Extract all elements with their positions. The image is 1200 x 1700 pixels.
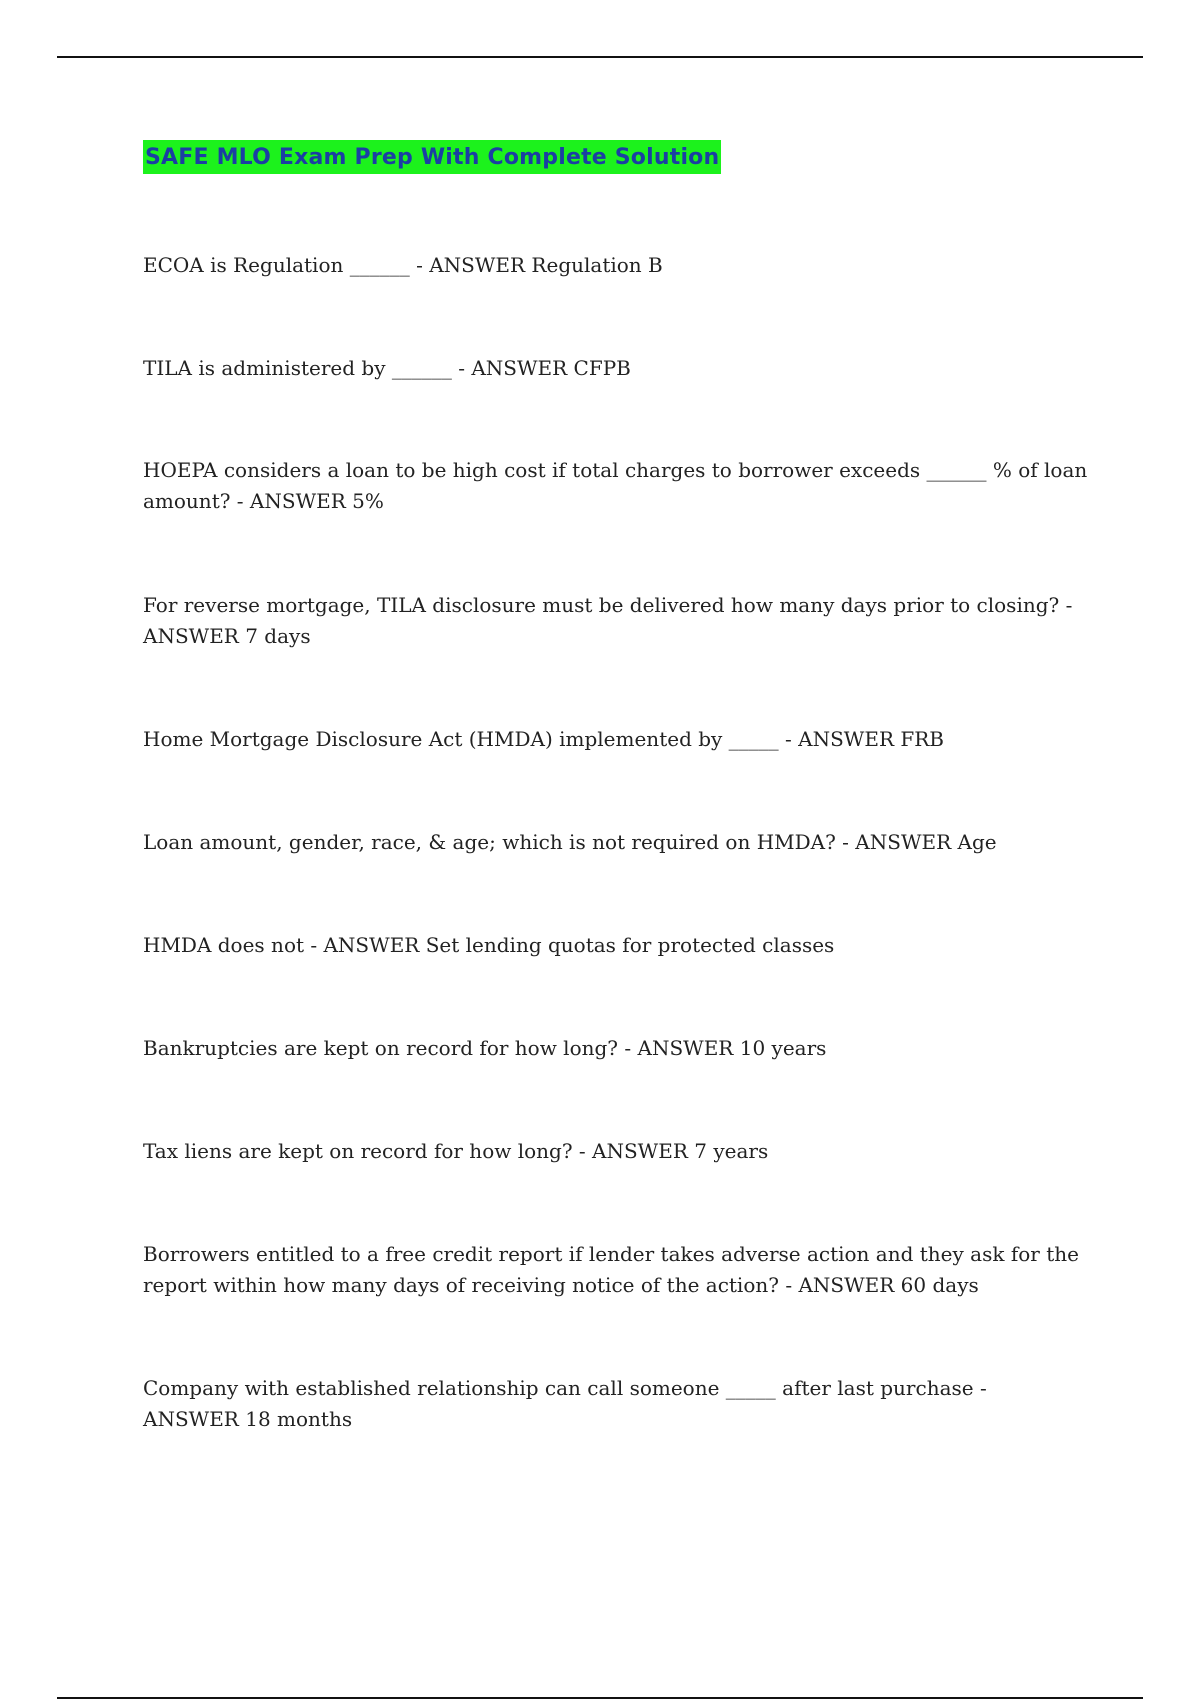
qa-item: For reverse mortgage, TILA disclosure must be delivered how many days prior to closing? - ANSWER 7 days [143, 593, 1073, 648]
top-rule [57, 56, 1143, 58]
qa-item: TILA is administered by ______ - ANSWER CFPB [143, 356, 631, 380]
qa-item: Company with established relationship can call someone _____ after last purchase - ANSWER 18 months [143, 1376, 987, 1431]
qa-item: HOEPA considers a loan to be high cost if total charges to borrower exceeds ______ % of loan amount? - ANSWER 5% [143, 458, 1088, 513]
qa-item: Loan amount, gender, race, & age; which is not required on HMDA? - ANSWER Age [143, 830, 997, 854]
qa-item: Home Mortgage Disclosure Act (HMDA) implemented by _____ - ANSWER FRB [143, 727, 945, 751]
bottom-rule [57, 1697, 1143, 1699]
qa-item: Tax liens are kept on record for how long? - ANSWER 7 years [143, 1139, 769, 1163]
document-title: SAFE MLO Exam Prep With Complete Solution [143, 140, 721, 174]
qa-item: HMDA does not - ANSWER Set lending quotas for protected classes [143, 933, 835, 957]
qa-item: Bankruptcies are kept on record for how long? - ANSWER 10 years [143, 1036, 827, 1060]
qa-item: Borrowers entitled to a free credit report if lender takes adverse action and they ask for the report within how many days of receiving notice of the action? - ANSWER 60 days [143, 1242, 1079, 1297]
document-body [143, 140, 1088, 1431]
qa-item: ECOA is Regulation ______ - ANSWER Regulation B [143, 253, 663, 277]
